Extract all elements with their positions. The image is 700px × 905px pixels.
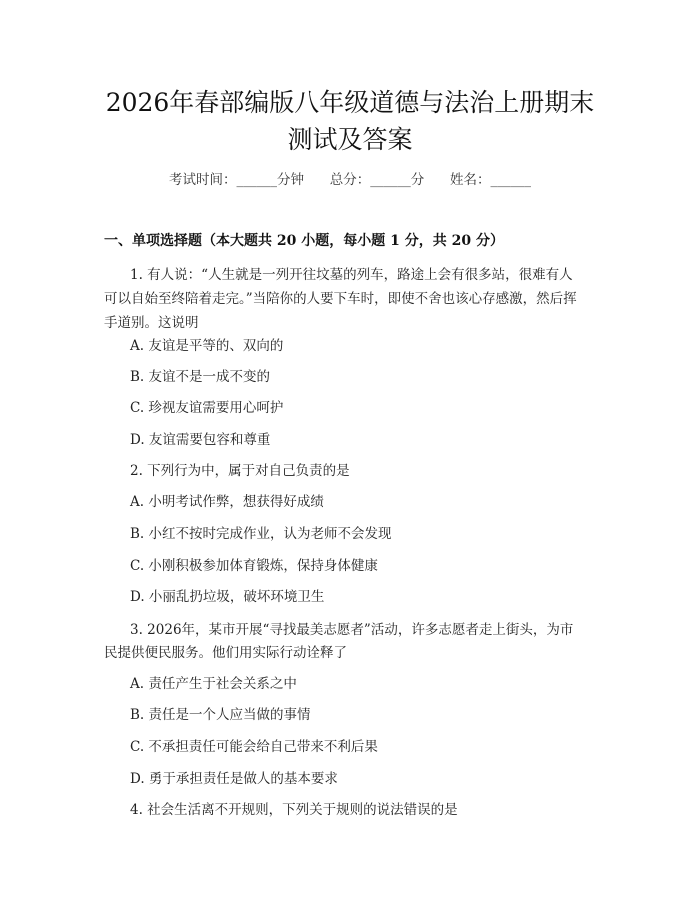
title-line-2: 测试及答案 — [287, 125, 413, 154]
title-line-1: 2026年春部编版八年级道德与法治上册期末 — [105, 88, 595, 117]
q2-stem-line-1: 2. 下列行为中，属于对自己负责的是 — [130, 463, 350, 479]
q3-option-a: A. 责任产生于社会关系之中 — [130, 676, 297, 692]
q2-option-d: D. 小丽乱扔垃圾，破坏环境卫生 — [130, 589, 325, 605]
q2-option-a: A. 小明考试作弊，想获得好成绩 — [130, 494, 324, 510]
q2-option-c: C. 小刚积极参加体育锻炼，保持身体健康 — [130, 558, 378, 574]
q3-stem-line-1: 3. 2026年，某市开展“寻找最美志愿者”活动，许多志愿者走上街头，为市 — [130, 622, 574, 638]
q3-option-d: D. 勇于承担责任是做人的基本要求 — [130, 771, 338, 787]
q1-option-b: B. 友谊不是一成不变的 — [130, 369, 271, 385]
page-title — [0, 84, 700, 158]
exam-info-line: 考试时间：______分钟 总分：______分 姓名：______ — [169, 172, 531, 188]
q3-option-b: B. 责任是一个人应当做的事情 — [130, 707, 311, 723]
q1-option-a: A. 友谊是平等的、双向的 — [130, 338, 284, 354]
q3-stem-line-2: 民提供便民服务。他们用实际行动诠释了 — [104, 645, 347, 661]
section-heading: 一、单项选择题（本大题共 20 小题，每小题 1 分，共 20 分） — [104, 233, 504, 249]
q1-option-c: C. 珍视友谊需要用心呵护 — [130, 400, 284, 416]
q1-option-d: D. 友谊需要包容和尊重 — [130, 432, 271, 448]
q3-option-c: C. 不承担责任可能会给自己带来不利后果 — [130, 739, 378, 755]
q1-stem-line-3: 手道别。这说明 — [104, 315, 199, 331]
q4-stem-line-1: 4. 社会生活离不开规则，下列关于规则的说法错误的是 — [130, 802, 458, 818]
q1-stem-line-1: 1. 有人说：“人生就是一列开往坟墓的列车，路途上会有很多站，很难有人 — [130, 267, 573, 283]
q2-option-b: B. 小红不按时完成作业，认为老师不会发现 — [130, 526, 392, 542]
q1-stem-line-2: 可以自始至终陪着走完。”当陪你的人要下车时，即使不舍也该心存感激，然后挥 — [104, 291, 577, 307]
